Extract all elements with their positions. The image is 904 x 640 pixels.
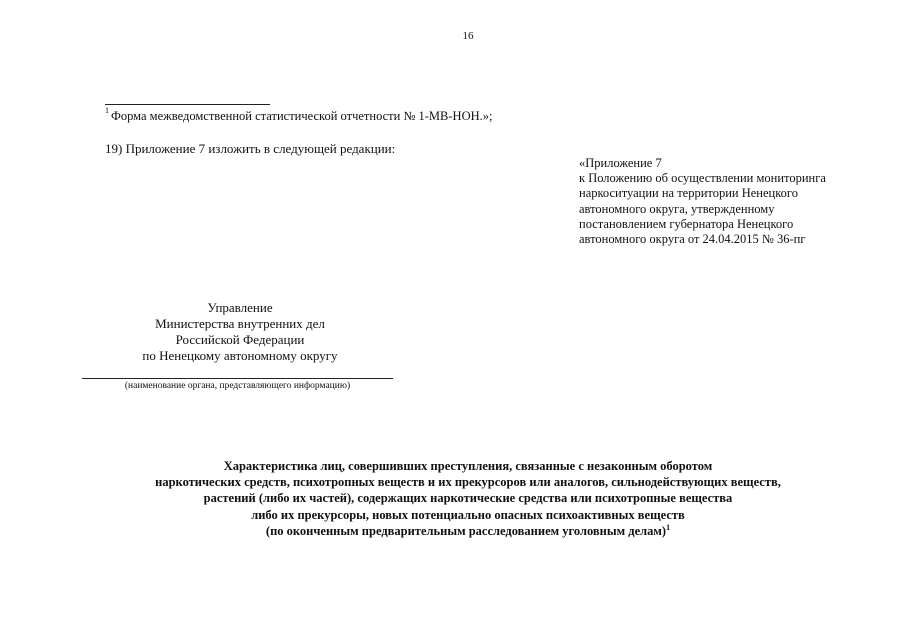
annex-line: наркоситуации на территории Ненецкого xyxy=(579,186,798,201)
organization-name-block xyxy=(100,300,380,364)
annex-line: автономного округа, утвержденному xyxy=(579,201,775,216)
footnote-marker: 1 xyxy=(105,106,109,115)
amendment-instruction: 19) Приложение 7 изложить в следующей редакции: xyxy=(105,141,396,156)
annex-line: к Положению об осуществлении мониторинга xyxy=(579,171,826,186)
annex-line: «Приложение 7 xyxy=(579,156,662,170)
document-heading xyxy=(60,458,876,539)
organization-caption: (наименование органа, представляющего информацию) xyxy=(124,381,351,391)
heading-line: растений (либо их частей), содержащих наркотические средства или психотропные вещества xyxy=(203,491,733,506)
heading-line: либо их прекурсоры, новых потенциально опасных психоактивных веществ xyxy=(251,507,685,522)
footnote-separator xyxy=(105,104,270,105)
organization-line: Российской Федерации xyxy=(175,332,305,347)
footnote xyxy=(105,106,493,124)
page-number: 16 xyxy=(462,30,474,42)
heading-line-last xyxy=(60,523,876,539)
annex-line: автономного округа от 24.04.2015 № 36-пг xyxy=(579,232,806,247)
footnote-text: Форма межведомственной статистической отчетности № 1-МВ-НОН.»; xyxy=(111,109,493,123)
heading-line: Характеристика лиц, совершивших преступления, связанные с незаконным оборотом xyxy=(223,459,713,473)
heading-line: наркотических средств, психотропных веществ и их прекурсоров или аналогов, сильнодействующих веществ, xyxy=(155,475,781,490)
organization-underline xyxy=(82,378,393,379)
organization-line: по Ненецкому автономному округу xyxy=(142,348,338,363)
annex-line: постановлением губернатора Ненецкого xyxy=(579,216,794,231)
annex-reference-block xyxy=(579,156,826,247)
organization-line: Министерства внутренних дел xyxy=(155,316,325,331)
organization-line: Управление xyxy=(207,300,273,315)
heading-line: (по оконченным предварительным расследованием уголовным делам) xyxy=(265,523,667,538)
heading-footnote-marker: 1 xyxy=(666,522,671,532)
